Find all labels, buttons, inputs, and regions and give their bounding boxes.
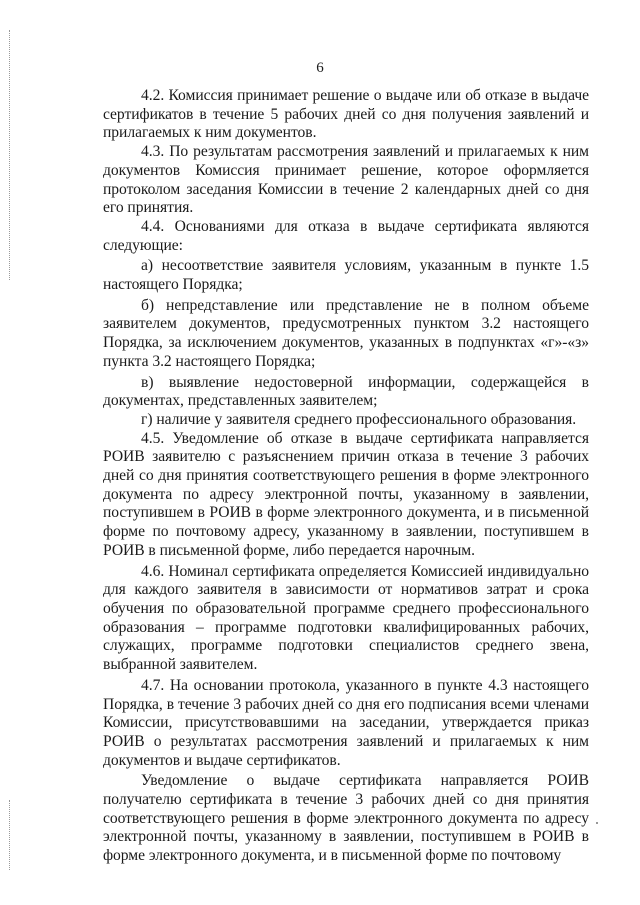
paragraph-4-7: 4.7. На основании протокола, указанного в пункте 4.3 настоящего Порядка, в течение 3 рабочих дней со дня его подписания всеми членами Комиссии, присутствовавшими на заседании, утверждается приказ РОИВ о результатах рассмотрения заявлений и прилагаемых к ним документов и выдаче сертификатов.	[103, 676, 589, 769]
paragraph-4-4: 4.4. Основаниями для отказа в выдаче сертификата являются следующие:	[103, 217, 589, 254]
paragraph-4-5: 4.5. Уведомление об отказе в выдаче сертификата направляется РОИВ заявителю с разъяснением причин отказа в течение 3 рабочих дней со дня принятия соответствующего решения в форме электронного документа по адресу электронной почты, указанному в заявлении, поступившем в РОИВ в форме электронного документа, и в письменной форме по почтовому адресу, указанному в заявлении, поступившем в РОИВ в письменной форме, либо передается нарочным.	[103, 429, 589, 559]
paragraph-4-2: 4.2. Комиссия принимает решение о выдаче или об отказе в выдаче сертификатов в течение 5 рабочих дней со дня получения заявлений и прилагаемых к ним документов.	[103, 87, 589, 142]
document-body	[103, 87, 589, 866]
list-item-a: а) несоответствие заявителя условиям, указанным в пункте 1.5 настоящего Порядка;	[103, 257, 589, 294]
list-item-g: г) наличие у заявителя среднего профессионального образования.	[141, 410, 577, 428]
scan-margin-marks-bottom	[9, 800, 12, 870]
paragraph-notification: Уведомление о выдаче сертификата направляется РОИВ получателю сертификата в течение 3 рабочих дней со дня принятия соответствующего решения в форме электронного документа по адресу электронной почты, указанному в заявлении, поступившем в РОИВ в форме электронного документа, и в письменной форме по почтовому	[103, 772, 589, 865]
list-item-v: в) выявление недостоверной информации, содержащейся в документах, представленных заявителем;	[103, 373, 589, 410]
list-item-b: б) непредставление или представление не в полном объеме заявителем документов, предусмотренных пунктом 3.2 настоящего Порядка, за исключением документов, указанных в подпунктах «г»-«з» пункта 3.2 настоящего Порядка;	[103, 296, 589, 370]
scan-speck	[596, 822, 598, 824]
paragraph-4-6: 4.6. Номинал сертификата определяется Комиссией индивидуально для каждого заявителя в зависимости от нормативов затрат и срока обучения по образовательной программе среднего профессионального образования – программе подготовки квалифицированных рабочих, служащих, программе подготовки специалистов среднего звена, выбранной заявителем.	[103, 562, 589, 674]
paragraph-4-3: 4.3. По результатам рассмотрения заявлений и прилагаемых к ним документов Комиссия принимает решение, которое оформляется протоколом заседания Комиссии в течение 2 календарных дней со дня его принятия.	[103, 143, 589, 217]
page-number: 6	[316, 60, 324, 76]
